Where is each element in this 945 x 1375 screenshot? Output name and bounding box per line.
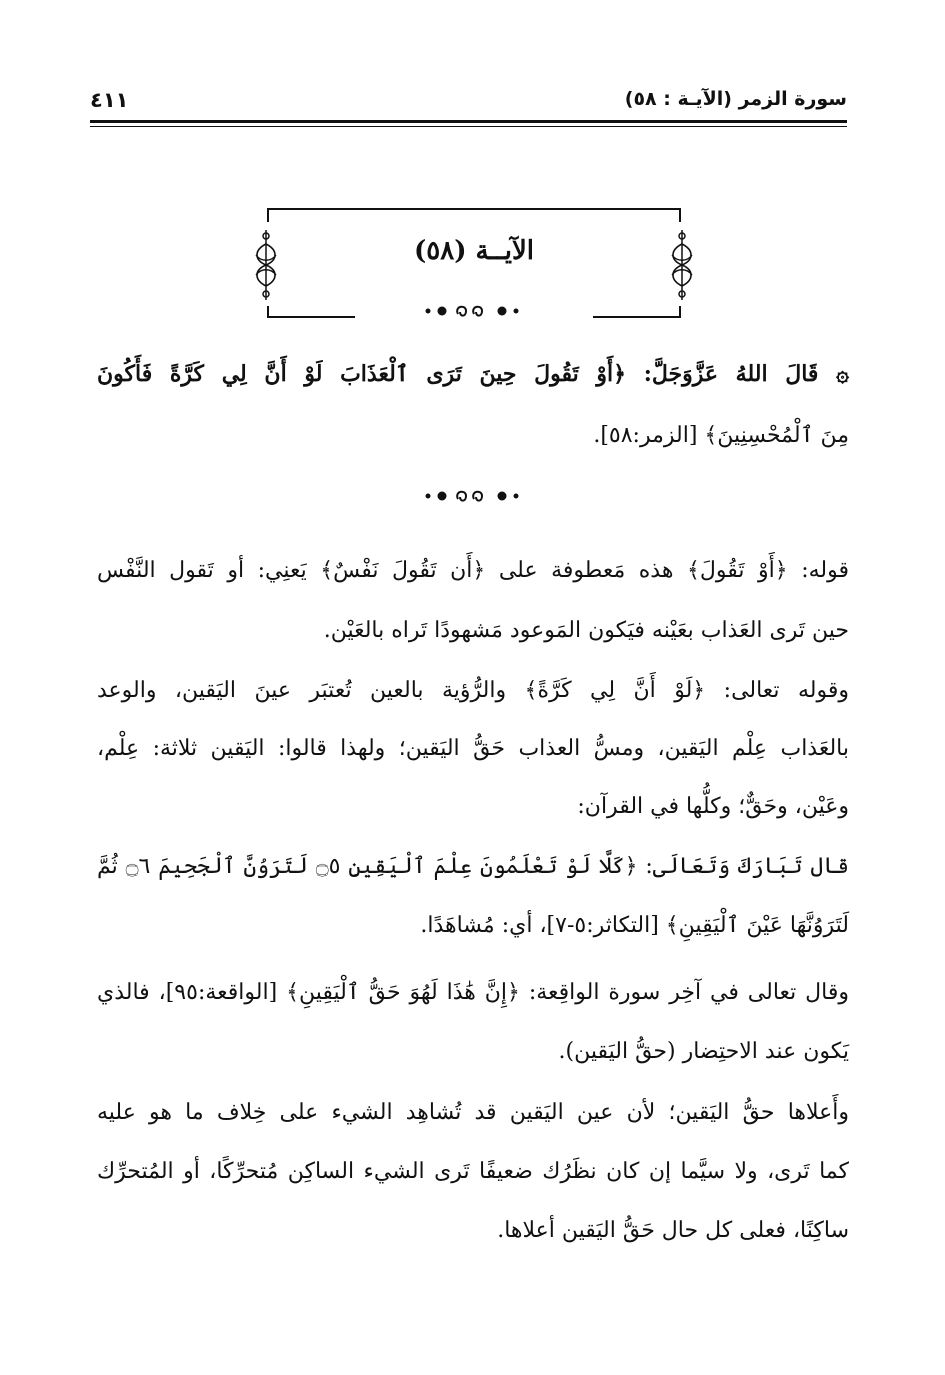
- paragraph-line: وعَيْن، وحَقٌّ؛ وكلُّها في القرآن:: [577, 794, 849, 819]
- paragraph-line: حين تَرى العَذاب بعَيْنه فيَكون المَوعود مَشهودًا تَراه بالعَيْن.: [323, 618, 849, 643]
- title-frame: [267, 208, 681, 318]
- paragraph-line: وقال تعالى في آخِر سورة الواقِعة: ﴿إِنَّ هَٰذَا لَهُوَ حَقُّ ٱلْيَقِينِ﴾ [الواقعة:٩٥]، فالذي: [97, 980, 849, 1005]
- header-rule-thin: [90, 126, 847, 127]
- paragraph-line: وقوله تعالى: ﴿لَوْ أَنَّ لِي كَرَّةً﴾ والرُّؤية بالعين تُعتبَر عينَ اليَقين، والوعد: [97, 678, 849, 703]
- section-title: الآيــة (٥٨): [413, 236, 535, 266]
- running-header: [90, 88, 847, 124]
- paragraph-line: كما تَرى، ولا سيَّما إن كان نظَرُك ضعيفًا تَرى الشيء الساكِن مُتحرِّكًا، أو المُتحرِّك: [97, 1159, 849, 1184]
- header-surah-title: سورة الزمر (الآيـة : ٥٨): [624, 88, 847, 110]
- header-page-number: ٤١١: [90, 88, 129, 112]
- paragraph-line: قال تَبَارَكَ وَتَعَالَى: ﴿كَلَّا لَوْ تَعْلَمُونَ عِلْمَ ٱلْيَقِينِ ۝٥ لَتَرَوُنَّ ٱلْجَحِيمَ ۝٦ ثُمَّ: [97, 854, 849, 879]
- paragraph-line: ساكِنًا، فعلى كل حال حَقُّ اليَقين أعلاها.: [497, 1218, 849, 1243]
- frame-tick-right: [679, 208, 681, 222]
- frame-tick-left: [267, 208, 269, 222]
- paragraph-line: قوله: ﴿أَوْ تَقُولَ﴾ هذه مَعطوفة على ﴿أَن تَقُولَ نَفْسٌ﴾ يَعنِي: أو تَقول النَّفْس: [97, 558, 849, 583]
- verse-line: ۞ قَالَ اللهُ عَزَّوَجَلَّ: ﴿أَوْ تَقُولَ حِينَ تَرَى ٱلْعَذَابَ لَوْ أَنَّ لِي كَرَّةً فَأَكُونَ: [97, 361, 849, 387]
- frame-top-line: [267, 208, 681, 210]
- frame-bottom-left-line: [267, 316, 355, 318]
- frame-bottom-right-line: [593, 316, 681, 318]
- paragraph-line: يَكون عند الاحتِضار (حقُّ اليَقين).: [558, 1039, 849, 1064]
- header-rule: [90, 120, 847, 123]
- dots-ornament-icon: [414, 302, 534, 320]
- verse-line: مِنَ ٱلْمُحْسِنِينَ﴾ [الزمر:٥٨].: [593, 423, 849, 448]
- dots-ornament-icon: [414, 487, 534, 505]
- paragraph-line: بالعَذاب عِلْم اليَقين، ومسُّ العذاب حَقُّ اليَقين؛ ولهذا قالوا: اليَقين ثلاثة: عِلْم،: [97, 736, 849, 761]
- paragraph-line: لَتَرَوُنَّهَا عَيْنَ ٱلْيَقِينِ﴾ [التكاثر:٥-٧]، أي: مُشاهَدًا.: [420, 913, 849, 938]
- paragraph-line: وأَعلاها حقُّ اليَقين؛ لأن عين اليَقين قد تُشاهِد الشيء على خِلاف ما هو عليه: [97, 1100, 849, 1125]
